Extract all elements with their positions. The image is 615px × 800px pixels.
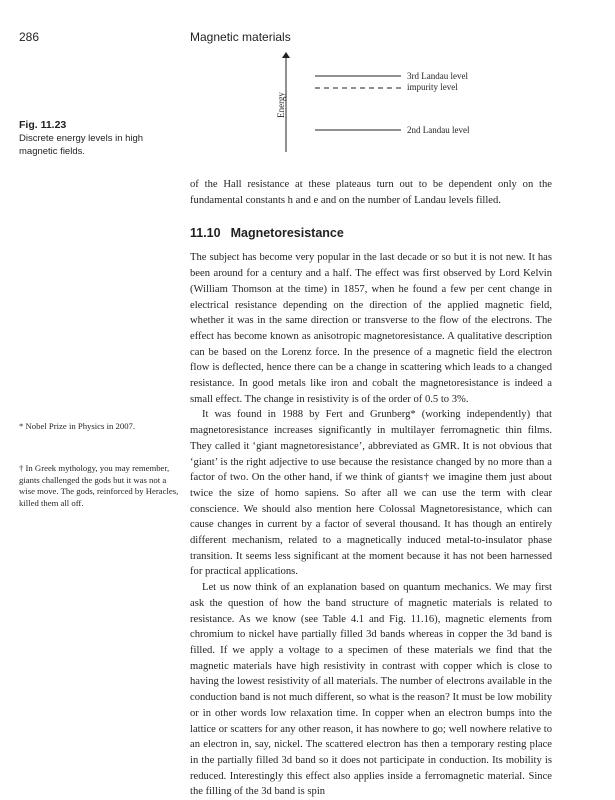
energy-level-figure xyxy=(265,52,525,152)
figure-caption xyxy=(19,119,169,158)
intro-paragraph: of the Hall resistance at these plateaus turn out to be dependent only on the fundamental constants h and e and on the number of Landau levels filled. xyxy=(190,179,552,206)
section-number: 11.10 xyxy=(190,226,221,241)
main-text xyxy=(190,177,552,800)
second-landau-level-label: 2nd Landau level xyxy=(407,125,470,135)
impurity-level-label: impurity level xyxy=(407,82,458,92)
paragraph-3: Let us now think of an explanation based on quantum mechanics. We may first ask the question of how the band structure of magnetic materials is related to resistance. As we know (see Table 4.1 and Fig. 11.16), magnetic elements from chromium to nickel have partially filled 3d bands whereas in copper the 3d band is filled. If we apply a voltage to a specimen of these materials we find that the magnetic materials have high resistivity in contrast with copper which is close to having the lowest resistivity of all materials. The number of electrons available in the conduction band is not much different, so what is the reason? It must be low mobility or in other words low relaxation time. In copper when an electron bumps into the lattice or scatters for any other reason, it has nowhere to go; well nowhere relative to an electron in, say, nickel. The scattered electron has then a temporary resting place in the partially filled 3d band so it does not participate in conduction. Its mobility is reduced. Interestingly this effect also applies inside a ferromagnetic material. Since the filling of the 3d band is spin xyxy=(190,582,552,798)
running-title: Magnetic materials xyxy=(190,30,291,44)
sidenote-nobel: * Nobel Prize in Physics in 2007. xyxy=(19,421,136,431)
third-landau-level-label: 3rd Landau level xyxy=(407,71,468,81)
energy-axis-label: Energy xyxy=(276,92,286,118)
paragraph-1: The subject has become very popular in the last decade or so but it is not new. It has been around for a century and a half. The effect was first observed by Lord Kelvin (William Thomson at the time) in 1857, when he found a few per cent change in electrical resistance depending on the direction of the applied magnetic field, whether it was in the same direction or transverse to the flow of the electrons. The effect has become known as anisotropic magnetoresistance. A qualitative description can be based on the Lorenz force. In the presence of a magnetic field the electron flow is deflected, hence there can be a change in scattering which leads to a changed resistance. In good metals like iron and cobalt the magnetoresistance is indeed a small effect. The change in resistivity is of the order of 0.5 to 3%. xyxy=(190,252,552,405)
sidenote-giants: † In Greek mythology, you may remember, giants challenged the gods but it was not a wise move. The gods, reinforced by Heracles, killed them all off. xyxy=(19,463,179,508)
paragraph-2: It was found in 1988 by Fert and Grunberg* (working independently) that magnetoresistance increases significantly in multilayer ferromagnetic thin films. They called it ‘giant magnetoresistance’, abbreviated as GMR. It is not obvious that ‘giant’ is the right adjective to use because the resistance changed by no more than a factor of two. On the other hand, if we think of giants† we imagine them just about twice the size of homo sapiens. So after all we can use the term with clear conscience. We should also mention here Colossal Magnetoresistance, which can cause changes in current by a factor of several thousand. It has though an entirely different mechanism, related to a magnetically induced metal-to-insulator phase transition. It seems less significant at the moment because it has not been harnessed for practical applications. xyxy=(190,409,552,578)
page-number: 286 xyxy=(19,30,40,44)
section-heading xyxy=(190,226,552,241)
figure-caption-text: Discrete energy levels in high magnetic fields. xyxy=(19,133,144,157)
section-title: Magnetoresistance xyxy=(230,226,344,241)
figure-label: Fig. 11.23 xyxy=(19,119,67,131)
energy-level-diagram xyxy=(265,52,525,152)
